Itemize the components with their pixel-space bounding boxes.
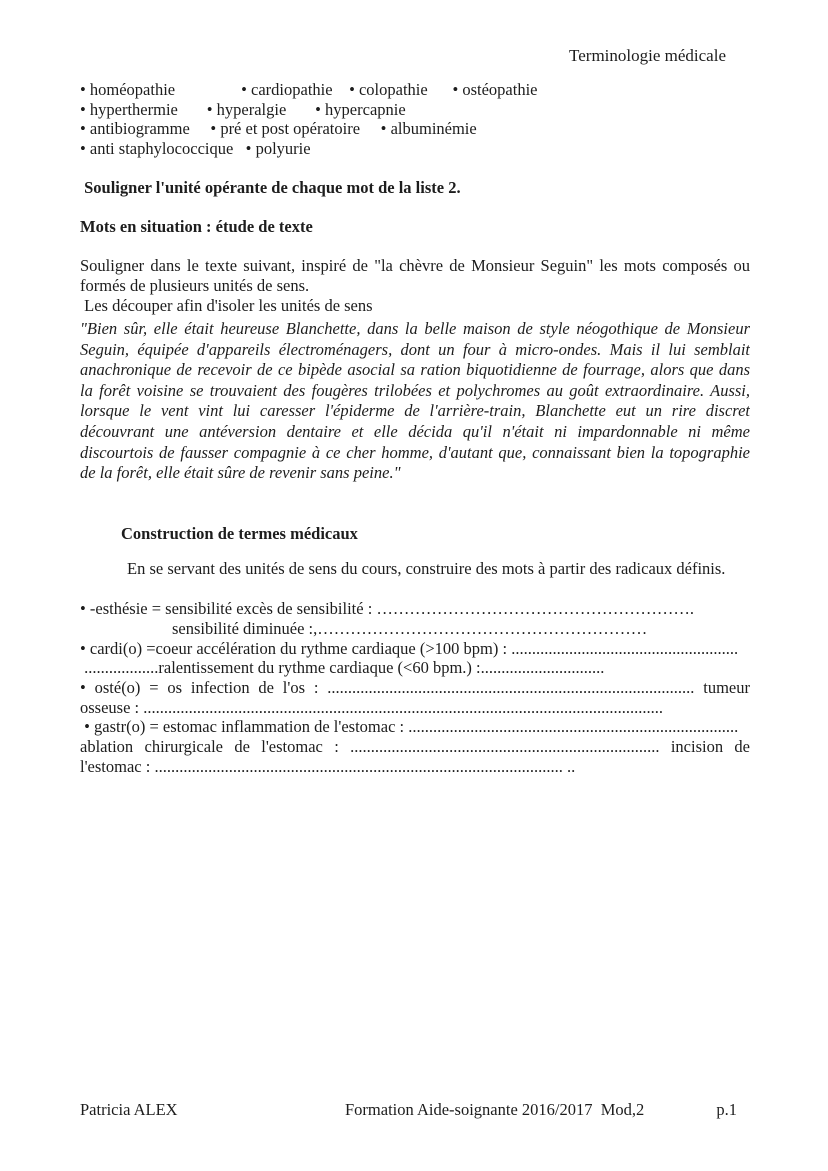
section-heading-mots-en-situation: Mots en situation : étude de texte: [80, 216, 313, 236]
exercise-line-gastro: • gastr(o) = estomac inflammation de l'estomac : ................................................................................: [80, 717, 739, 737]
construction-heading: Construction de termes médicaux: [121, 523, 358, 543]
word-list-line: • hyperthermie • hyperalgie • hypercapnie: [80, 99, 406, 119]
quote-line: découvrant une antéversion dentaire et elle décida qu'il n'était ni impardonnable ni même: [80, 421, 750, 441]
exercise-line-gastro-sub: ablation chirurgicale de l'estomac : ........................................................................... incision de: [80, 737, 750, 757]
quote-line: de la forêt, elle était sûre de revenir sans peine.": [80, 463, 401, 483]
exercise-line-esthesie-sub: sensibilité diminuée :,……………………………………………………: [172, 618, 648, 638]
construction-exercise-list: [80, 599, 750, 776]
footer-page-number: p.1: [716, 1100, 737, 1119]
footer-course-info: Formation Aide-soignante 2016/2017 Mod,2: [345, 1100, 645, 1119]
quote-line: anachronique de recevoir de ce bipède asocial sa ration biquotidienne de fourrage, alors que dans: [80, 360, 750, 380]
study-instructions-paragraph: [80, 256, 750, 316]
quote-line: la forêt voisine se trouvaient des fougères trilobées et polychromes au goût extraordinaire. Aussi,: [80, 380, 750, 400]
exercise-line-osteo-sub: osseuse : ..............................................................................................................................: [80, 697, 663, 717]
seguin-quote-paragraph: [80, 319, 750, 484]
exercise-line-osteo: • osté(o) = os infection de l'os : ......................................................................................... tumeur: [80, 678, 750, 698]
word-list-line: • anti staphylococcique • polyurie: [80, 138, 311, 158]
construction-intro: En se servant des unités de sens du cours, construire des mots à partir des radicaux définis.: [127, 559, 726, 579]
exercise-line-cardio-sub: ..................ralentissement du rythme cardiaque (<60 bpm.) :..............................: [80, 658, 605, 678]
page-title: Terminologie médicale: [569, 46, 726, 65]
exercise-line-gastro-sub2: l'estomac : ................................................................................................... ..: [80, 756, 576, 776]
paragraph-line: Souligner dans le texte suivant, inspiré de "la chèvre de Monsieur Seguin" les mots composés ou: [80, 256, 750, 275]
exercise-line-esthesie: • -esthésie = sensibilité excès de sensibilité : ………………………………………………….: [80, 599, 695, 619]
paragraph-line: formés de plusieurs unités de sens.: [80, 276, 310, 295]
quote-line: lorsque le vent vint lui caresser l'épiderme de l'arrière-train, Blanchette eut un rire discret: [80, 401, 750, 421]
paragraph-line: Les découper afin d'isoler les unités de sens: [80, 296, 373, 315]
footer-author: Patricia ALEX: [80, 1100, 178, 1119]
quote-line: "Bien sûr, elle était heureuse Blanchette, dans la belle maison de style néogothique de Monsieur: [80, 319, 750, 338]
word-list-line: • antibiogramme • pré et post opératoire • albuminémie: [80, 119, 477, 138]
underline-instruction-heading: Souligner l'unité opérante de chaque mot de la liste 2.: [80, 178, 461, 197]
word-list: [80, 80, 750, 158]
exercise-line-cardio: • cardi(o) =coeur accélération du rythme cardiaque (>100 bpm) : .......................................................: [80, 638, 739, 658]
word-list-line: • homéopathie • cardiopathie • colopathie • ostéopathie: [80, 80, 538, 99]
quote-line: discourtois de fausser compagnie à ce cher homme, d'autant que, connaissant bien la topographie: [80, 442, 750, 462]
quote-line: Seguin, équipée d'appareils électroménagers, dont un four à micro-ondes. Mais il lui semblait: [80, 339, 750, 359]
page-footer: [80, 1100, 750, 1120]
